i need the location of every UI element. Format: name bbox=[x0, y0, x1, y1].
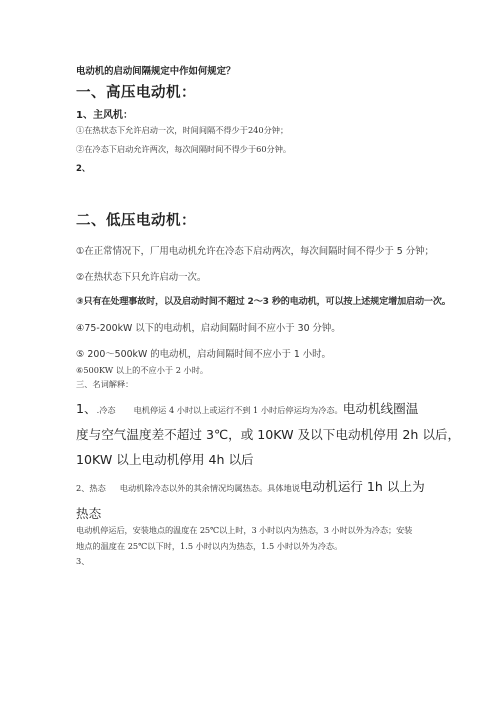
term-1-definition-big-a: 电动机线圈温 bbox=[342, 401, 419, 416]
term-1-line-2: 度与空气温度差不超过 3℃，或 10KW 及以下电动机停用 2h 以后， bbox=[76, 427, 461, 442]
section-1-sub-1: 1、主风机： bbox=[76, 110, 133, 121]
term-2-line-2: 热态 bbox=[76, 506, 102, 521]
section-2-item-5: ⑤ 200～500kW 的电动机，启动间隔时间不应小于 1 小时。 bbox=[76, 349, 331, 360]
term-2-paragraph-line-2: 地点的温度在 25℃以下时，1.5 小时以内为热态，1.5 小时以外为冷态。 bbox=[76, 541, 343, 551]
section-2-heading: 二、低压电动机： bbox=[76, 213, 196, 229]
term-1-line-1 bbox=[76, 398, 418, 417]
section-1-item-1: ①在热状态下允许启动一次，时间间隔不得少于240分钟； bbox=[76, 125, 289, 135]
section-2-item-6: ⑥500KW 以上的不应小于 2 小时。 bbox=[76, 365, 209, 375]
section-2-item-2: ②在热状态下只允许启动一次。 bbox=[76, 272, 207, 283]
term-1-number: 1、 bbox=[76, 401, 97, 416]
section-1-item-2: ②在冷态下启动允许两次，每次间隔时间不得少于60分钟。 bbox=[76, 144, 292, 154]
section-2-item-3: ③只有在处理事故时，以及启动时间不超过 2～3 秒的电动机，可以按上述规定增加启动一次。 bbox=[76, 297, 451, 307]
document-title: 电动机的启动间隔规定中作如何规定？ bbox=[76, 66, 236, 77]
term-1-term: .冷态 bbox=[96, 405, 116, 415]
section-3-heading: 三、名词解释： bbox=[76, 379, 134, 389]
term-1-line-3: 10KW 以上电动机停用 4h 以后 bbox=[76, 452, 254, 467]
section-2-item-1: ①在正常情况下，厂用电动机允许在冷态下启动两次，每次间隔时间不得少于 5 分钟； bbox=[76, 246, 434, 257]
section-2-item-4: ④75-200kW 以下的电动机，启动间隔时间不应小于 30 分钟。 bbox=[76, 323, 341, 334]
term-2-paragraph-line-1: 电动机停运后，安装地点的温度在 25℃以上时，3 小时以内为热态，3 小时以外为冷态；安装 bbox=[76, 525, 413, 535]
term-3-number: 3、 bbox=[76, 556, 90, 566]
section-1-sub-2: 2、 bbox=[76, 164, 91, 174]
section-1-heading: 一、高压电动机： bbox=[76, 85, 196, 101]
term-2-definition-small: 电动机除冷态以外的其余情况均属热态。具体地说 bbox=[119, 483, 300, 493]
term-1-definition-small: 电机停运 4 小时以上或运行不到 1 小时后停运均为冷态。 bbox=[133, 405, 343, 415]
term-2-number: 2、热态 bbox=[76, 483, 106, 493]
term-2-definition-big-a: 电动机运行 1h 以上为 bbox=[299, 479, 425, 494]
term-2-line-1 bbox=[76, 476, 425, 495]
